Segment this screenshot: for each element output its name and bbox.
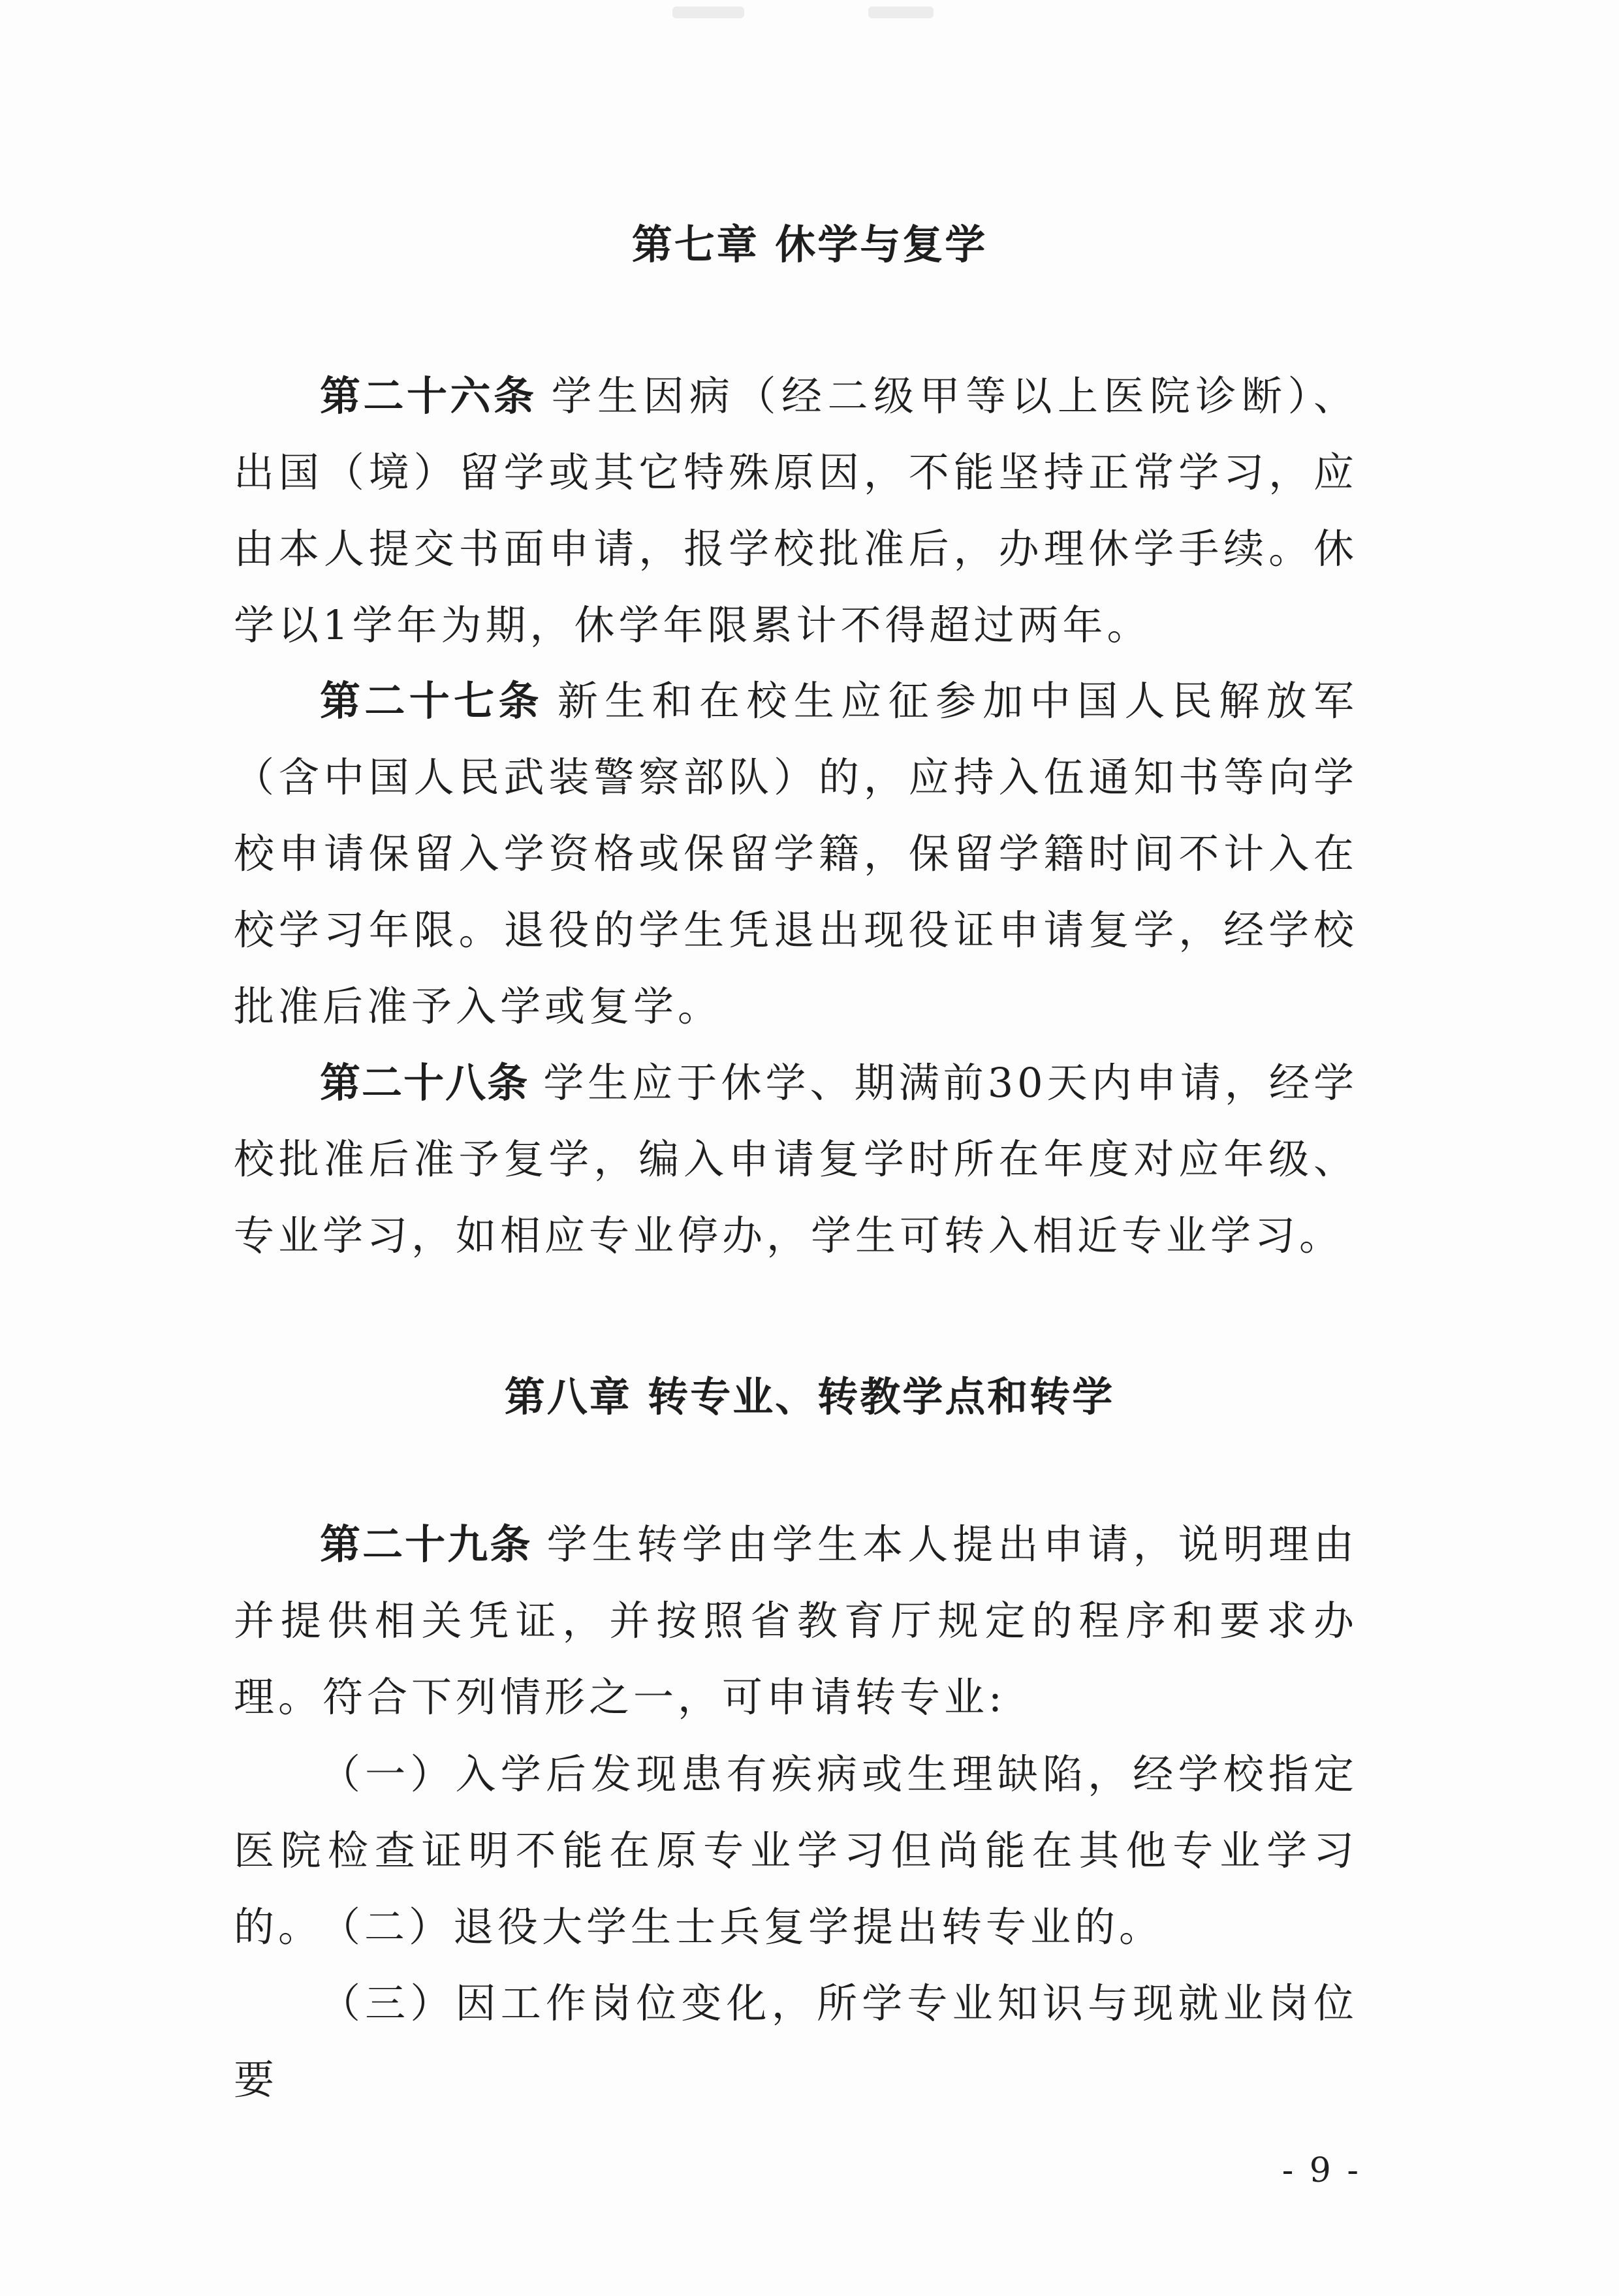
article-28-label: 第二十八条 bbox=[320, 1059, 529, 1107]
list-item-3: （三）因工作岗位变化，所学专业知识与现就业岗位要 bbox=[234, 1979, 1358, 2103]
chapter-7-title: 第七章 休学与复学 bbox=[631, 221, 988, 268]
article-27-label: 第二十七条 bbox=[320, 677, 543, 725]
scan-artifact bbox=[868, 7, 934, 18]
list-item-2: （二）退役大学生士兵复学提出转专业的。 bbox=[320, 1903, 1164, 1951]
article-26-label: 第二十六条 bbox=[320, 372, 537, 420]
article-29-text: 学生转学由学生本人提出申请，说明理由并提供相关凭证，并按照省教育厅规定的程序和要求办理。符合下列情形之一，可申请转专业: bbox=[234, 1520, 1358, 1721]
article-26-text: 学生因病（经二级甲等以上医院诊断）、出国（境）留学或其它特殊原因，不能坚持正常学习，应由本人提交书面申请，报学校批准后，办理休学手续。休学以1学年为期，休学年限累计不得超过两年。 bbox=[234, 372, 1358, 649]
list-item-1: （一）入学后发现患有疾病或生理缺陷，经学校指定医院检查证明不能在原专业学习但尚能在其他专业学习的。 bbox=[234, 1750, 1358, 1951]
page-number: - 9 - bbox=[1281, 2151, 1361, 2190]
article-26 bbox=[234, 358, 1358, 663]
scan-artifact bbox=[672, 7, 744, 18]
article-28-text: 学生应于休学、期满前30天内申请，经学校批准后准予复学，编入申请复学时所在年度对应年级、专业学习，如相应专业停办，学生可转入相近专业学习。 bbox=[234, 1059, 1358, 1259]
article-28 bbox=[234, 1045, 1358, 1274]
article-27 bbox=[234, 663, 1358, 1045]
article-27-text: 新生和在校生应征参加中国人民解放军（含中国人民武装警察部队）的，应持入伍通知书等向学校申请保留入学资格或保留学籍，保留学籍时间不计入在校学习年限。退役的学生凭退出现役证申请复学，经学校批准后准予入学或复学。 bbox=[234, 677, 1358, 1030]
chapter-8-title: 第八章 转专业、转教学点和转学 bbox=[504, 1373, 1115, 1421]
article-29-label: 第二十九条 bbox=[320, 1520, 533, 1568]
article-29 bbox=[234, 1506, 1358, 1735]
